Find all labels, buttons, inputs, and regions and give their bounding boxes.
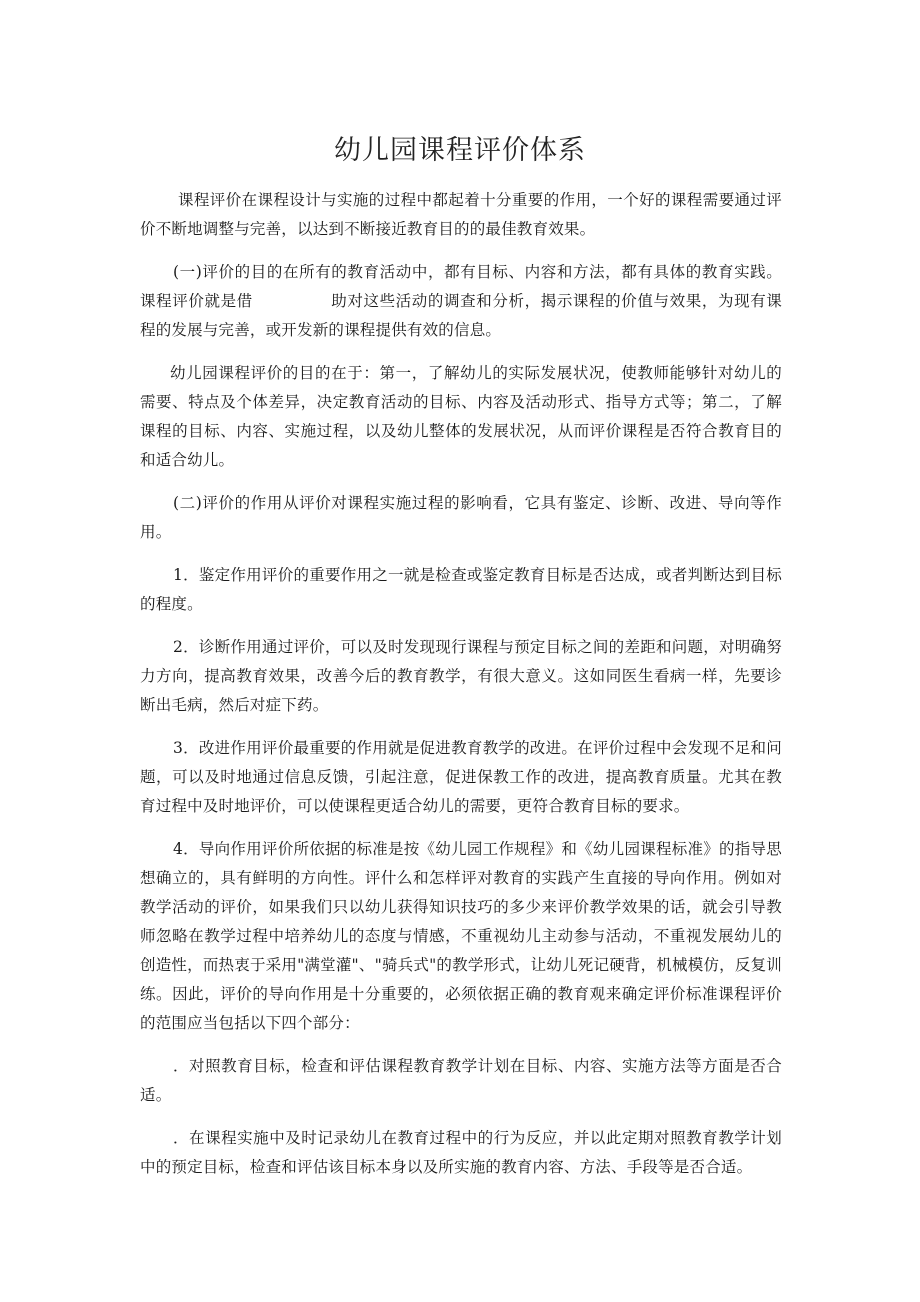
paragraph-intro: 课程评价在课程设计与实施的过程中都起着十分重要的作用，一个好的课程需要通过评价不断地调整与完善，以达到不断接近教育目的的最佳教育效果。 (140, 191, 782, 238)
paragraph-purpose (140, 258, 782, 345)
paragraph-item-4: 4．导向作用评价所依据的标准是按《幼儿园工作规程》和《幼儿园课程标准》的指导思想确立的，具有鲜明的方向性。评什么和怎样评对教育的实践产生直接的导向作用。例如对教学活动的评价，如果我们只以幼儿获得知识技巧的多少来评价教学效果的话，就会引导教师忽略在教学过程中培养幼儿的态度与情感，不重视幼儿主动参与活动，不重视发展幼儿的创造性，而热衷于采用"满堂灌"、"骑兵式"的教学形式，让幼儿死记硬背，机械模仿，反复训练。因此，评价的导向作用是十分重要的，必须依据正确的教育观来确定评价标准课程评价的范围应当包括以下四个部分： (140, 840, 782, 1032)
paragraph-scope-2: ．在课程实施中及时记录幼儿在教育过程中的行为反应，并以此定期对照教育教学计划中的预定目标，检查和评估该目标本身以及所实施的教育内容、方法、手段等是否合适。 (140, 1129, 782, 1176)
paragraph-item-3: 3．改进作用评价最重要的作用就是促进教育教学的改进。在评价过程中会发现不足和问题，可以及时地通过信息反馈，引起注意，促进保教工作的改进，提高教育质量。尤其在教育过程中及时地评价，可以使课程更适合幼儿的需要，更符合教育目标的要求。 (140, 739, 782, 815)
document-body (140, 186, 782, 1196)
purpose-text-part2: 助对这些活动的调查和分析，揭示课程的价值与效果，为现有课程的发展与完善，或开发新的课程提供有效的信息。 (140, 292, 783, 339)
paragraph-role: (二)评价的作用从评价对课程实施过程的影响看，它具有鉴定、诊断、改进、导向等作用。 (140, 494, 782, 541)
paragraph-item-1: 1．鉴定作用评价的重要作用之一就是检查或鉴定教育目标是否达成，或者判断达到目标的程度。 (140, 566, 782, 613)
paragraph-scope-1: ．对照教育目标，检查和评估课程教育教学计划在目标、内容、实施方法等方面是否合适。 (140, 1057, 782, 1104)
purpose-heading-text: (一)评价的目的在所有的教育活动中，都有目标、内容和方法，都有具体的教育实践。 (173, 263, 782, 281)
purpose-text-part1: 课程评价就是借 (140, 292, 253, 310)
document-title: 幼儿园课程评价体系 (334, 135, 586, 166)
paragraph-purpose-detail: 幼儿园课程评价的目的在于：第一，了解幼儿的实际发展状况，使教师能够针对幼儿的需要、特点及个体差异，决定教育活动的目标、内容及活动形式、指导方式等；第二，了解课程的目标、内容、实施过程，以及幼儿整体的发展状况，从而评价课程是否符合教育目的和适合幼儿。 (140, 364, 782, 469)
paragraph-item-2: 2．诊断作用通过评价，可以及时发现现行课程与预定目标之间的差距和问题，对明确努力方向，提高教育效果，改善今后的教育教学，有很大意义。这如同医生看病一样，先要诊断出毛病，然后对症下药。 (140, 638, 782, 714)
